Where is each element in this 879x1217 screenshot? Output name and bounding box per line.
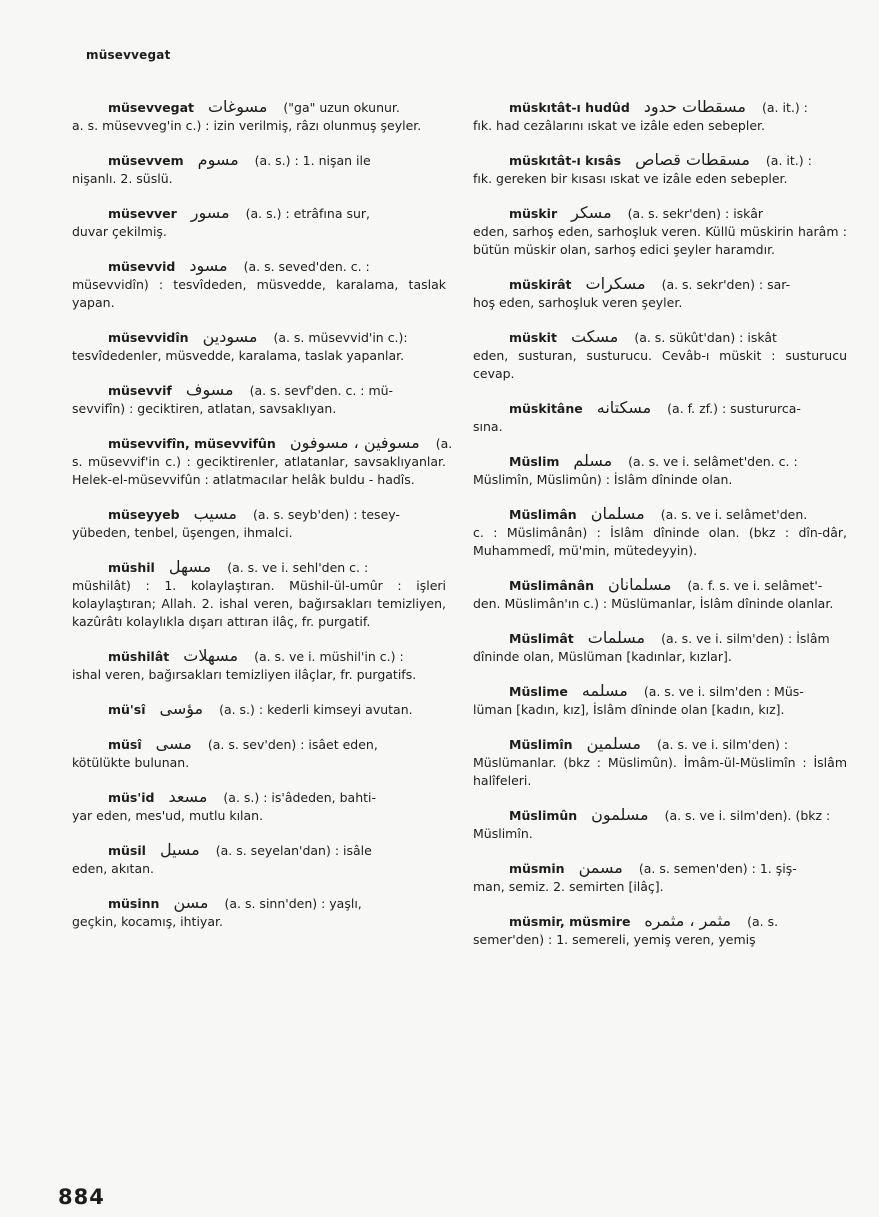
entry-headline: [72, 328, 446, 347]
entry-headword: müsevvid: [108, 259, 176, 274]
entry-definition-start: (a. s. ve i. sehl'den c. :: [227, 560, 369, 575]
entry-definition-start: (a. s. sükût'dan) : iskât: [634, 330, 777, 345]
entry-definition: lüman [kadın, kız], İslâm dîninde olan [kadın, kız].: [473, 702, 785, 717]
entry-headword: müsevvidîn: [108, 330, 189, 345]
dictionary-entry: [72, 204, 446, 241]
entry-headline: [72, 558, 446, 577]
entry-headline: [473, 151, 847, 170]
running-head: müsevvegat: [86, 48, 171, 62]
entry-definition: semer'den) : 1. semereli, yemiş veren, yemiş: [473, 932, 756, 947]
entry-arabic-script: مسلمه: [581, 681, 628, 700]
entry-headline: [72, 381, 446, 400]
dictionary-entry: [473, 328, 847, 383]
entry-headline: [473, 576, 847, 595]
entry-arabic-script: مسود: [189, 256, 228, 275]
entry-headline: [72, 204, 446, 223]
entry-headline: [72, 257, 446, 276]
dictionary-entry: [72, 505, 446, 542]
entry-definition-start: (a. s. ve i. silm'den : Müs-: [643, 684, 804, 699]
entry-definition: kötülükte bulunan.: [72, 755, 190, 770]
entry-headword: müshilât: [108, 649, 170, 664]
entry-headword: Müslimânân: [509, 578, 595, 593]
entry-definition-start: (a. s. sev'den) : isâet eden,: [207, 737, 378, 752]
entry-headline: [473, 735, 847, 754]
entry-arabic-script: مسقطات قصاص: [635, 150, 750, 169]
entry-definition: sına.: [473, 419, 503, 434]
entry-definition-start: (a. s. ve i. silm'den) : İslâm: [661, 631, 830, 646]
entry-definition-start: (a. s.) : kederli kimseyi avutan.: [219, 702, 413, 717]
entry-headline: [473, 98, 847, 117]
entry-arabic-script: مسوغات: [207, 97, 268, 116]
entry-definition-start: (a. s. semen'den) : 1. şiş-: [638, 861, 797, 876]
entry-headline: [473, 682, 847, 701]
entry-arabic-script: مسكرات: [585, 274, 646, 293]
entry-headword: müsmir, müsmire: [509, 914, 631, 929]
entry-arabic-script: مسلمون: [591, 805, 649, 824]
entry-headline: [72, 647, 446, 666]
entry-definition-start: (a. s. sekr'den) : iskâr: [627, 206, 764, 221]
entry-definition-start: (a. s. sinn'den) : yaşlı,: [224, 896, 362, 911]
entry-definition: duvar çekilmiş.: [72, 224, 167, 239]
entry-headword: müskit: [509, 330, 557, 345]
entry-definition: c. : Müslimânân) : İslâm dîninde olan. (bkz : dîn-dâr, Muhammedî, mü'min, mütedeyyin).: [473, 525, 847, 558]
entry-arabic-script: مسودين: [202, 327, 258, 346]
dictionary-entry: [473, 912, 847, 949]
entry-definition: yar eden, mes'ud, mutlu kılan.: [72, 808, 264, 823]
entry-definition: sevvifîn) : geciktiren, atlatan, savsaklıyan.: [72, 401, 337, 416]
entry-definition: geçkin, kocamış, ihtiyar.: [72, 914, 223, 929]
entry-headword: müskitâne: [509, 401, 583, 416]
entry-arabic-script: مسلمان: [590, 504, 645, 523]
entry-headword: Müslimîn: [509, 737, 573, 752]
page-number: 884: [58, 1185, 105, 1209]
entry-definition-start: (a. f. zf.) : sustururca-: [667, 401, 801, 416]
dictionary-entry: [473, 629, 847, 666]
entry-headline: [72, 788, 446, 807]
entry-arabic-script: مسهل: [168, 557, 212, 576]
entry-arabic-script: مسمن: [578, 858, 623, 877]
right-column: [473, 98, 847, 965]
entry-headword: Müslime: [509, 684, 568, 699]
dictionary-entry: [72, 328, 446, 365]
entry-definition: hoş eden, sarhoşluk veren şeyler.: [473, 295, 683, 310]
entry-definition: eden, susturan, susturucu. Cevâb-ı müskit : susturucu cevap.: [473, 348, 847, 381]
dictionary-entry: [473, 98, 847, 135]
entry-definition: s. müsevvif'in c.) : geciktirenler, atlatanlar, savsaklıyanlar. Helek-el-müsevvifûn : atlatmacılar helâk buldu - hadîs.: [72, 454, 446, 487]
entry-headword: müsevvem: [108, 153, 184, 168]
dictionary-entry: [72, 841, 446, 878]
entry-definition: Müslümanlar. (bkz : Müslimûn). İmâm-ül-Müslimîn : İslâm halîfeleri.: [473, 755, 847, 788]
dictionary-entry: [473, 682, 847, 719]
entry-headline: [473, 505, 847, 524]
entry-definition: man, semiz. 2. semirten [ilâç].: [473, 879, 664, 894]
entry-arabic-script: مسكر: [571, 203, 612, 222]
entry-headword: müsil: [108, 843, 146, 858]
entry-headword: müskir: [509, 206, 558, 221]
entry-arabic-script: مسهلات: [183, 646, 239, 665]
entry-headline: [473, 859, 847, 878]
entry-headline: [473, 328, 847, 347]
entry-arabic-script: مسوف: [185, 380, 234, 399]
entry-definition-start: (a. s.) : etrâfına sur,: [245, 206, 370, 221]
entry-headword: müsevver: [108, 206, 177, 221]
entry-definition-start: (a. s. ve i. silm'den). (bkz :: [664, 808, 831, 823]
entry-definition-start: (a. s.) : is'âdeden, bahti-: [223, 790, 377, 805]
entry-definition-start: (a. s.) : 1. nişan ile: [254, 153, 371, 168]
dictionary-entry: [473, 505, 847, 560]
entry-definition: den. Müslimân'ın c.) : Müslümanlar, İslâm dîninde olanlar.: [473, 596, 834, 611]
entry-arabic-script: مسكتانه: [596, 398, 652, 417]
entry-headline: [473, 912, 847, 931]
entry-headword: müsî: [108, 737, 142, 752]
entry-definition-start: (a. s. ve i. silm'den) :: [656, 737, 789, 752]
dictionary-entry: [473, 806, 847, 843]
entry-arabic-script: مسعد: [168, 787, 208, 806]
entry-definition: fık. had cezâlarını ıskat ve izâle eden sebepler.: [473, 118, 765, 133]
entry-headline: [72, 841, 446, 860]
left-column: [72, 97, 453, 947]
entry-headword: müsevvegat: [108, 100, 194, 115]
entry-headword: müsinn: [108, 896, 160, 911]
entry-definition: dîninde olan, Müslüman [kadınlar, kızlar].: [473, 649, 732, 664]
entry-arabic-script: مسوفين ، مسوفون: [289, 433, 420, 452]
entry-headline: [473, 806, 847, 825]
dictionary-entry: [72, 894, 446, 931]
entry-headline: [72, 735, 446, 754]
entry-definition-start: (a. s. sekr'den) : sar-: [661, 277, 791, 292]
entry-headword: müskıtât-ı kısâs: [509, 153, 622, 168]
entry-headline: [72, 700, 446, 719]
dictionary-entry: [72, 558, 446, 631]
entry-headline: [473, 629, 847, 648]
dictionary-entry: [473, 275, 847, 312]
entry-headword: mü'sî: [108, 702, 146, 717]
dictionary-entry: [72, 788, 446, 825]
dictionary-entry: [473, 151, 847, 188]
entry-definition: fık. gereken bir kısası ıskat ve izâle eden sebepler.: [473, 171, 788, 186]
entry-headline: [473, 399, 847, 418]
entry-definition-start: (a. s. ve i. müshil'in c.) :: [254, 649, 404, 664]
entry-headword: müs'id: [108, 790, 155, 805]
entry-definition-start: ("ga" uzun okunur.: [283, 100, 400, 115]
dictionary-entry: [473, 399, 847, 436]
entry-headword: Müslimûn: [509, 808, 578, 823]
entry-headline: [72, 505, 446, 524]
entry-headline: [473, 204, 847, 223]
entry-definition: tesvîdedenler, müsvedde, karalama, taslak yapanlar.: [72, 348, 405, 363]
entry-definition-start: (a. s. ve i. selâmet'den.: [660, 507, 808, 522]
entry-headline: [72, 98, 446, 117]
entry-definition-start: (a. s. sevf'den. c. : mü-: [249, 383, 394, 398]
entry-definition-start: (a. s. seved'den. c. :: [243, 259, 370, 274]
entry-arabic-script: مسقطات حدود: [643, 97, 746, 116]
dictionary-entry: [473, 204, 847, 259]
dictionary-entry: [473, 576, 847, 613]
entry-headline: [72, 433, 453, 453]
dictionary-entry: [72, 700, 446, 719]
entry-headword: müskirât: [509, 277, 572, 292]
entry-arabic-script: مؤسى: [159, 699, 204, 718]
entry-headline: [473, 452, 847, 471]
entry-arabic-script: مسن: [173, 893, 209, 912]
entry-definition-start: (a. s. seyelan'dan) : isâle: [215, 843, 372, 858]
entry-headword: Müslimât: [509, 631, 574, 646]
entry-definition-start: (a. s. ve i. selâmet'den. c. :: [628, 454, 798, 469]
entry-arabic-script: مسلمانان: [608, 575, 672, 594]
dictionary-entry: [72, 98, 446, 135]
entry-headword: müsevvif: [108, 383, 172, 398]
entry-arabic-script: مسيب: [193, 504, 237, 523]
entry-definition-start: (a. s. müsevvid'in c.):: [273, 330, 408, 345]
dictionary-entry: [72, 433, 453, 489]
dictionary-entry: [473, 452, 847, 489]
entry-arabic-script: مسوم: [197, 150, 239, 169]
entry-headword: müsevvifîn, müsevvifûn: [108, 436, 276, 451]
dictionary-entry: [473, 735, 847, 790]
entry-definition: eden, sarhoş eden, sarhoşluk veren. Küllü müskirin harâm : bütün müskir olan, sarhoş edici şeyler haramdır.: [473, 224, 847, 257]
entry-definition: müshilât) : 1. kolaylaştıran. Müshil-ül-umûr : işleri kolaylaştıran; Allah. 2. ishal veren, bağırsakları temizliyen, kazûrâtı kolaylıkla dışarı attıran ilâç, fr. purgatif.: [72, 578, 446, 629]
entry-definition-start: (a. it.) :: [765, 153, 812, 168]
entry-headword: müskıtât-ı hudûd: [509, 100, 630, 115]
entry-definition: eden, akıtan.: [72, 861, 155, 876]
entry-headword: Müslim: [509, 454, 560, 469]
entry-arabic-script: مسكت: [570, 327, 619, 346]
entry-arabic-script: مسور: [190, 203, 230, 222]
entry-arabic-script: مسلم: [573, 451, 613, 470]
entry-definition-start: (a. it.) :: [762, 100, 808, 115]
entry-definition: müsevvidîn) : tesvîdeden, müsvedde, karalama, taslak yapan.: [72, 277, 446, 310]
entry-arabic-script: مسيل: [159, 840, 200, 859]
entry-headline: [72, 894, 446, 913]
entry-definition-start: (a.: [435, 436, 453, 451]
entry-headword: Müslimân: [509, 507, 577, 522]
dictionary-entry: [473, 859, 847, 896]
entry-headline: [72, 151, 446, 170]
entry-definition: ishal veren, bağırsakları temizliyen ilâçlar, fr. purgatifs.: [72, 667, 417, 682]
dictionary-entry: [72, 151, 446, 188]
entry-arabic-script: مسى: [155, 734, 192, 753]
entry-definition: Müslimîn.: [473, 826, 533, 841]
dictionary-entry: [72, 647, 446, 684]
dictionary-entry: [72, 735, 446, 772]
entry-headword: müsmin: [509, 861, 565, 876]
entry-definition: yübeden, tenbel, üşengen, ihmalci.: [72, 525, 293, 540]
entry-arabic-script: مسلمات: [587, 628, 646, 647]
entry-definition-start: (a. f. s. ve i. selâmet'-: [687, 578, 823, 593]
dictionary-entry: [72, 257, 446, 312]
entry-definition: a. s. müsevveg'in c.) : izin verilmiş, râzı olunmuş şeyler.: [72, 118, 422, 133]
entry-headword: müshil: [108, 560, 155, 575]
entry-headline: [473, 275, 847, 294]
entry-arabic-script: مثمر ، مثمره: [644, 911, 732, 930]
entry-arabic-script: مسلمين: [586, 734, 641, 753]
dictionary-entry: [72, 381, 446, 418]
entry-definition-start: (a. s. seyb'den) : tesey-: [252, 507, 400, 522]
entry-definition-start: (a. s.: [747, 914, 779, 929]
entry-definition: nişanlı. 2. süslü.: [72, 171, 173, 186]
entry-definition: Müslimîn, Müslimûn) : İslâm dîninde olan.: [473, 472, 733, 487]
entry-headword: müseyyeb: [108, 507, 180, 522]
